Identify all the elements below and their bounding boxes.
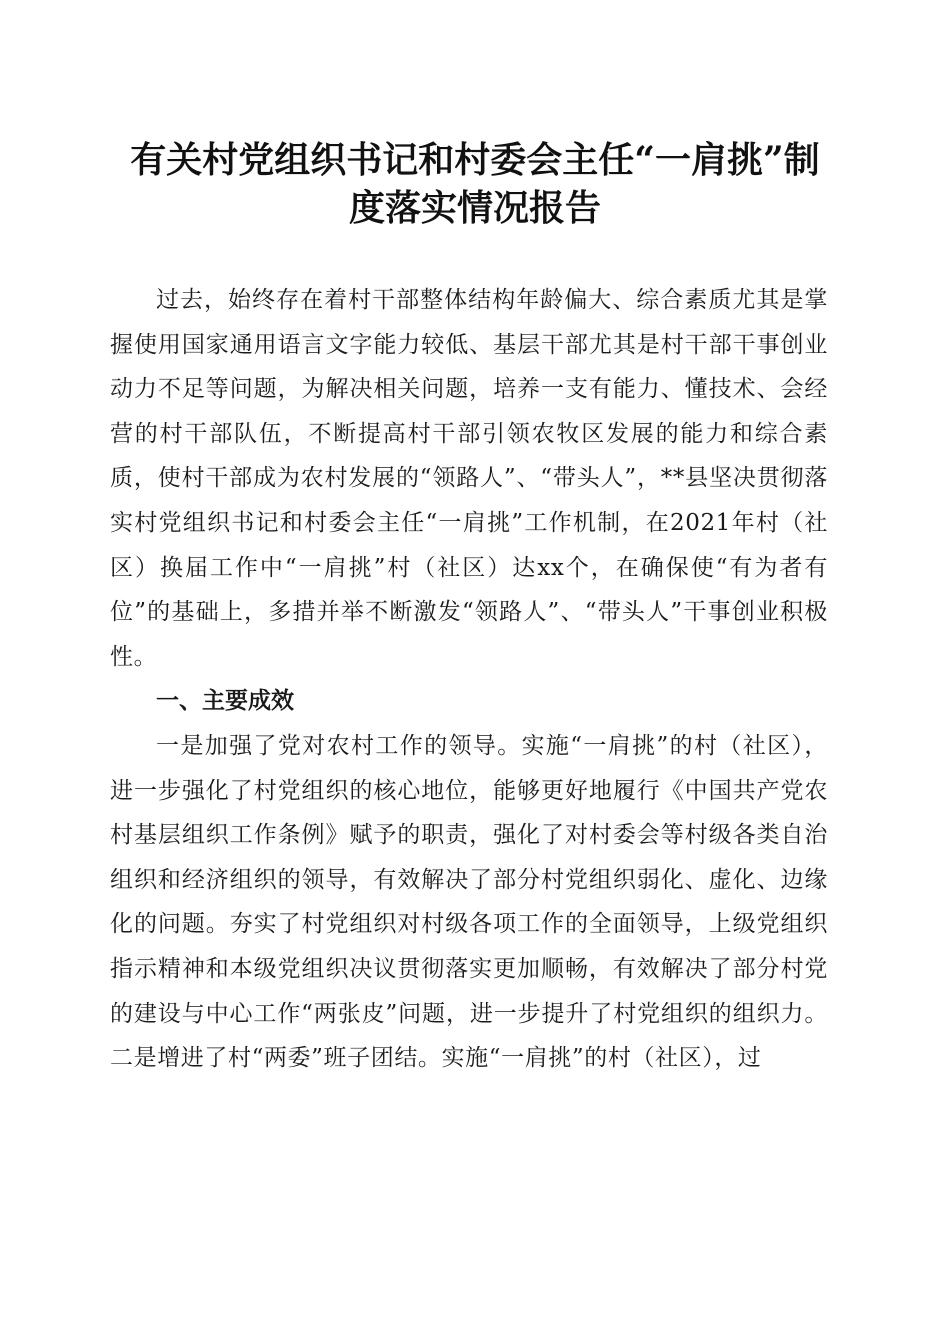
document-body (110, 278, 828, 1081)
title-line-1: 有关村党组织书记和村委会主任“一肩挑”制 (130, 139, 820, 181)
section-heading: 一、主要成效 (156, 688, 294, 715)
title-line-2: 度落实情况报告 (348, 187, 601, 229)
results-paragraph: 一是加强了党对农村工作的领导。实施“一肩挑”的村（社区），进一步强化了村党组织的核心地位，能够更好地履行《中国共产党农村基层组织工作条例》赋予的职责，强化了对村委会等村级各类自治组织和经济组织的领导，有效解决了部分村党组织弱化、虚化、边缘化的问题。夯实了村党组织对村级各项工作的全面领导，上级党组织指示精神和本级党组织决议贯彻落实更加顺畅，有效解决了部分村党的建设与中心工作“两张皮”问题，进一步提升了村党组织的组织力。二是增进了村“两委”班子团结。实施“一肩挑”的村（社区），过 (110, 732, 828, 1072)
intro-paragraph: 过去，始终存在着村干部整体结构年龄偏大、综合素质尤其是掌握使用国家通用语言文字能力较低、基层干部尤其是村干部干事创业动力不足等问题，为解决相关问题，培养一支有能力、懂技术、会经营的村干部队伍，不断提高村干部引领农牧区发展的能力和综合素质，使村干部成为农村发展的“领路人”、“带头人”，**县坚决贯彻落实村党组织书记和村委会主任“一肩挑”工作机制，在2021年村（社区）换届工作中“一肩挑”村（社区）达xx个，在确保使“有为者有位”的基础上，多措并举不断激发“领路人”、“带头人”干事创业积极性。 (110, 287, 828, 670)
document-title (110, 136, 840, 232)
